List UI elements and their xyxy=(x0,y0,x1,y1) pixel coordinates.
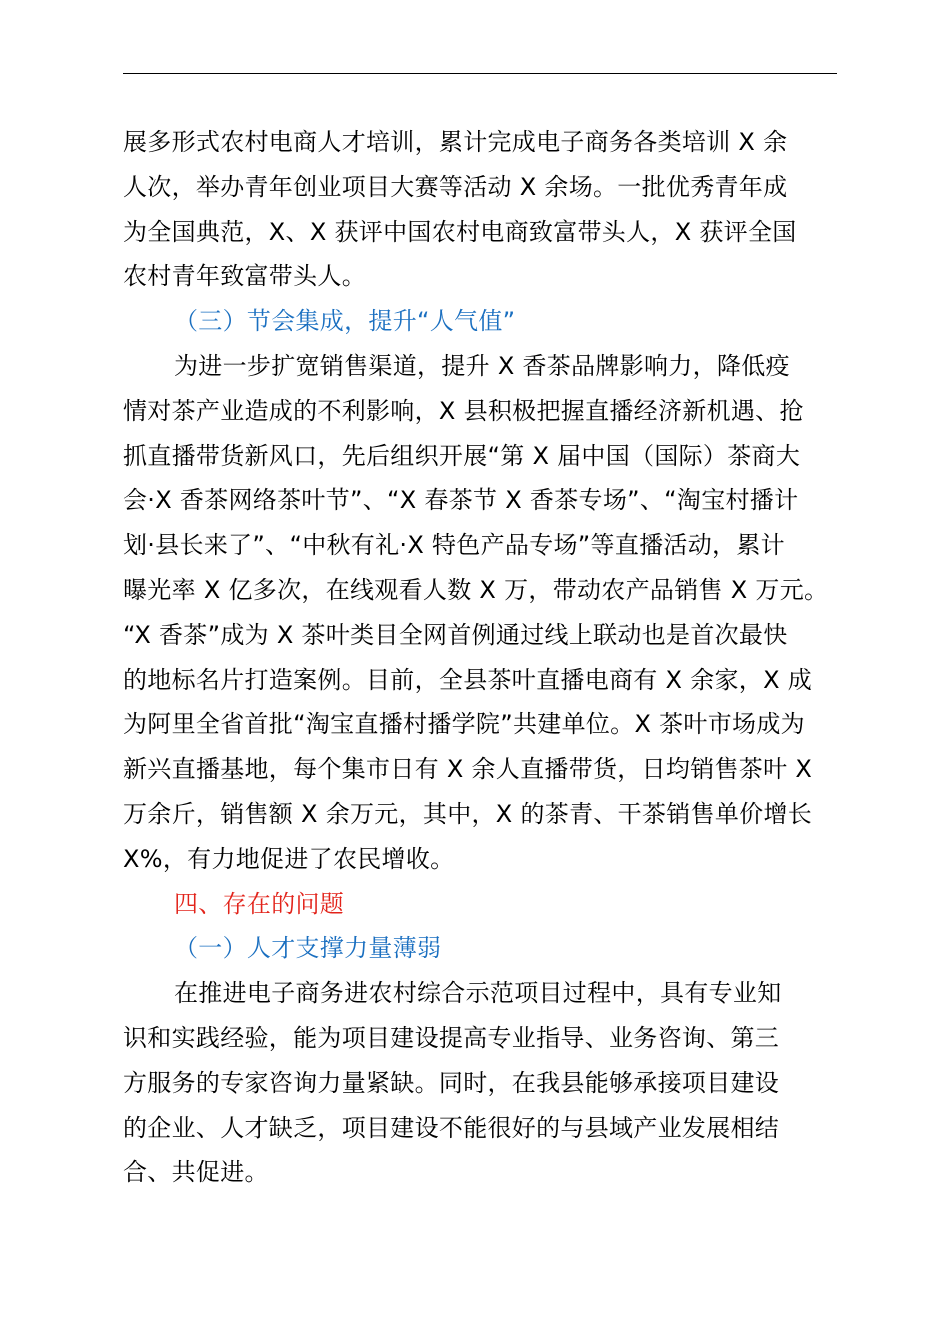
paragraph-line: 识和实践经验，能为项目建设提高专业指导、业务咨询、第三 xyxy=(123,1023,780,1052)
paragraph-line: 新兴直播基地，每个集市日有 X 余人直播带货，日均销售茶叶 X xyxy=(123,755,813,784)
header-rule xyxy=(123,73,837,74)
section-heading: 四、存在的问题 xyxy=(174,889,345,918)
paragraph-line: 的企业、人才缺乏，项目建设不能很好的与县域产业发展相结 xyxy=(123,1113,780,1142)
paragraph-line: 为阿里全省首批“淘宝直播村播学院”共建单位。X 茶叶市场成为 xyxy=(123,710,805,739)
paragraph-line: 的地标名片打造案例。目前，全县茶叶直播电商有 X 余家，X 成 xyxy=(123,665,813,694)
section-subheading: （三）节会集成，提升“人气值” xyxy=(174,307,516,336)
paragraph-line: 方服务的专家咨询力量紧缺。同时，在我县能够承接项目建设 xyxy=(123,1068,780,1097)
paragraph-line: 会·X 香茶网络茶叶节”、“X 春茶节 X 香茶专场”、“淘宝村播计 xyxy=(123,486,799,515)
paragraph-line: 划·县长来了”、“中秋有礼·X 特色产品专场”等直播活动，累计 xyxy=(123,531,785,560)
paragraph-line: 为全国典范，X、X 获评中国农村电商致富带头人，X 获评全国 xyxy=(123,217,797,246)
paragraph-line: “X 香茶”成为 X 茶叶类目全网首例通过线上联动也是首次最快 xyxy=(123,620,788,649)
section-subheading: （一）人才支撑力量薄弱 xyxy=(174,934,442,963)
paragraph-line: 合、共促进。 xyxy=(123,1158,269,1187)
paragraph-line: 万余斤，销售额 X 余万元，其中，X 的茶青、干茶销售单价增长 xyxy=(123,799,813,828)
paragraph-line: X%，有力地促进了农民增收。 xyxy=(123,844,455,873)
paragraph-line: 在推进电子商务进农村综合示范项目过程中，具有专业知 xyxy=(174,979,782,1008)
paragraph-line: 人次，举办青年创业项目大赛等活动 X 余场。一批优秀青年成 xyxy=(123,172,788,201)
document-body xyxy=(123,120,839,1195)
paragraph-line: 展多形式农村电商人才培训，累计完成电子商务各类培训 X 余 xyxy=(123,128,788,156)
paragraph-line: 情对茶产业造成的不利影响，X 县积极把握直播经济新机遇、抢 xyxy=(123,396,804,425)
paragraph-line: 曝光率 X 亿多次，在线观看人数 X 万，带动农产品销售 X 万元。 xyxy=(123,575,829,604)
paragraph-line: 为进一步扩宽销售渠道，提升 X 香茶品牌影响力，降低疫 xyxy=(174,351,790,380)
paragraph-line: 抓直播带货新风口，先后组织开展“第 X 届中国（国际）茶商大 xyxy=(123,441,801,470)
paragraph-line: 农村青年致富带头人。 xyxy=(123,262,366,291)
